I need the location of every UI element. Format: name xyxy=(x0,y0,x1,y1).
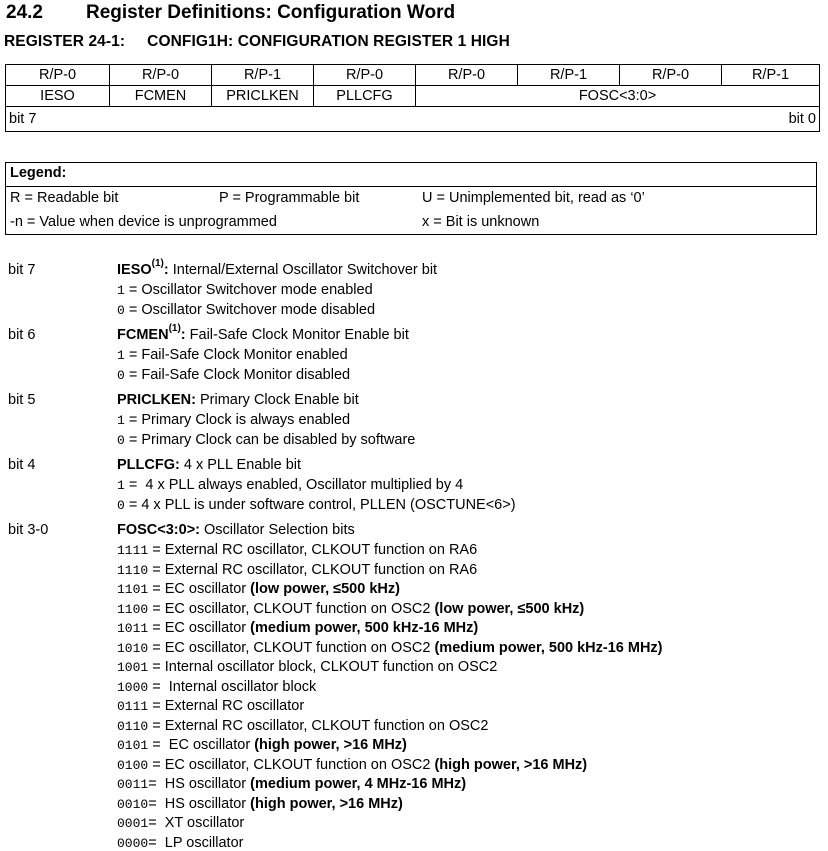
register-title: REGISTER 24-1: CONFIG1H: CONFIGURATION REGISTER 1 HIGH xyxy=(4,33,510,50)
option-code: 0011 xyxy=(117,777,149,792)
option-text: EC oscillator xyxy=(168,737,255,753)
bit-field-description xyxy=(117,323,409,343)
option-line xyxy=(117,796,403,812)
bit-field-description xyxy=(117,258,438,278)
bit-field-description xyxy=(117,457,301,473)
legend-box xyxy=(5,162,817,235)
section-number: 24.2 xyxy=(6,2,43,23)
option-code: 1100 xyxy=(117,601,149,617)
option-text: EC oscillator xyxy=(164,581,251,597)
option-separator: = xyxy=(124,477,146,493)
option-line xyxy=(117,835,243,851)
option-code: 0101 xyxy=(117,738,149,753)
option-text: EC oscillator, CLKOUT function on OSC2 xyxy=(164,639,435,656)
option-separator: = xyxy=(124,301,142,318)
option-separator: = xyxy=(148,698,165,714)
option-line xyxy=(117,562,477,578)
option-text: Oscillator Switchover mode disabled xyxy=(141,301,376,318)
option-code: 0010 xyxy=(117,796,149,812)
field-description: Primary Clock Enable bit xyxy=(195,392,359,408)
name-fosc: FOSC<3:0> xyxy=(416,86,820,107)
option-line xyxy=(117,581,400,597)
legend-readable: R = Readable bit xyxy=(10,190,119,206)
option-code: 0100 xyxy=(117,757,149,773)
register-bit-table xyxy=(5,64,820,132)
option-line xyxy=(117,640,663,656)
option-separator: = xyxy=(124,412,142,428)
option-separator: = xyxy=(124,496,142,513)
option-line xyxy=(117,757,587,773)
bit-high-label: bit 7 xyxy=(6,107,416,132)
option-line xyxy=(117,718,488,734)
field-name: FCMEN xyxy=(117,327,169,343)
option-code: 0 xyxy=(117,302,125,318)
option-line xyxy=(117,282,373,298)
option-separator: = xyxy=(148,737,169,753)
option-separator: = xyxy=(148,542,165,558)
bit-label: bit 3-0 xyxy=(8,522,49,538)
option-line xyxy=(117,659,497,675)
option-line xyxy=(117,679,316,695)
option-code: 0 xyxy=(117,497,125,513)
option-text: EC oscillator xyxy=(164,620,251,636)
option-separator: = xyxy=(148,795,165,812)
option-separator: = xyxy=(148,776,165,792)
option-separator: = xyxy=(148,581,165,597)
option-text: Primary Clock can be disabled by software xyxy=(141,431,416,448)
option-separator: = xyxy=(148,659,165,675)
option-text: External RC oscillator, CLKOUT function on OSC2 xyxy=(164,717,489,734)
option-code: 1001 xyxy=(117,660,149,675)
option-code: 1000 xyxy=(117,679,149,695)
option-code: 1010 xyxy=(117,640,149,656)
name-pllcfg: PLLCFG xyxy=(314,86,416,107)
option-power-spec: (medium power, 500 kHz-16 MHz) xyxy=(250,620,479,636)
option-line xyxy=(117,477,463,493)
option-power-spec: (high power, >16 MHz) xyxy=(250,795,403,812)
option-separator: = xyxy=(124,347,142,363)
option-separator: = xyxy=(124,282,142,298)
option-text: Internal oscillator block, CLKOUT function on OSC2 xyxy=(164,659,498,675)
name-fcmen: FCMEN xyxy=(110,86,212,107)
bit-label: bit 5 xyxy=(8,392,36,408)
option-separator: = xyxy=(124,366,142,383)
access-bit1: R/P-0 xyxy=(620,65,722,86)
option-text: 4 x PLL is under software control, PLLEN (OSCTUNE<6>) xyxy=(141,496,516,513)
access-bit0: R/P-1 xyxy=(722,65,820,86)
option-separator: = xyxy=(124,431,142,448)
option-text: Internal oscillator block xyxy=(168,678,317,695)
option-power-spec: (medium power, 4 MHz-16 MHz) xyxy=(250,776,467,792)
option-separator: = xyxy=(148,620,165,636)
field-name: PRICLKEN: xyxy=(117,392,196,408)
bit-label: bit 4 xyxy=(8,457,36,473)
option-text: HS oscillator xyxy=(164,776,251,792)
option-line xyxy=(117,412,350,428)
option-line xyxy=(117,432,415,448)
access-row xyxy=(6,65,820,86)
option-separator: = xyxy=(148,834,165,851)
field-name: PLLCFG: xyxy=(117,457,180,473)
field-name: IESO xyxy=(117,262,152,278)
option-code: 1 xyxy=(117,348,125,363)
option-line xyxy=(117,620,478,636)
option-line xyxy=(117,815,244,831)
footnote-ref: (1) xyxy=(151,258,164,269)
access-bit5: R/P-1 xyxy=(212,65,314,86)
option-line xyxy=(117,347,348,363)
section-title: Register Definitions: Configuration Word xyxy=(86,2,456,23)
option-code: 1101 xyxy=(117,582,149,597)
option-text: External RC oscillator xyxy=(164,698,305,714)
access-bit3: R/P-0 xyxy=(416,65,518,86)
option-text: Primary Clock is always enabled xyxy=(141,412,351,428)
legend-title: Legend: xyxy=(10,165,67,181)
option-separator: = xyxy=(148,678,169,695)
option-code: 1111 xyxy=(117,543,149,558)
bit-range-row xyxy=(6,107,820,132)
option-code: 1 xyxy=(117,283,125,298)
option-code: 0111 xyxy=(117,699,149,714)
option-line xyxy=(117,698,304,714)
field-description: : Fail-Safe Clock Monitor Enable bit xyxy=(180,327,409,343)
option-separator: = xyxy=(148,639,165,656)
option-text: LP oscillator xyxy=(164,834,244,851)
field-description: Oscillator Selection bits xyxy=(200,522,355,538)
option-power-spec: (low power, ≤500 kHz) xyxy=(250,581,400,597)
name-priclken: PRICLKEN xyxy=(212,86,314,107)
bit-field-description xyxy=(117,392,359,408)
option-separator: = xyxy=(148,815,165,831)
bit-label: bit 6 xyxy=(8,327,36,343)
option-text: XT oscillator xyxy=(164,815,245,831)
option-code: 0000 xyxy=(117,835,149,851)
bit-low-label: bit 0 xyxy=(416,107,820,132)
footnote-ref: (1) xyxy=(168,323,181,334)
option-text: HS oscillator xyxy=(164,795,251,812)
access-bit2: R/P-1 xyxy=(518,65,620,86)
option-text: Oscillator Switchover mode enabled xyxy=(141,282,373,298)
access-bit6: R/P-0 xyxy=(110,65,212,86)
access-bit7: R/P-0 xyxy=(6,65,110,86)
option-separator: = xyxy=(148,561,165,578)
field-description: : Internal/External Oscillator Switchover bit xyxy=(163,262,438,278)
option-code: 1 xyxy=(117,478,125,493)
option-line xyxy=(117,497,516,513)
option-text: 4 x PLL always enabled, Oscillator multiplied by 4 xyxy=(145,477,464,493)
option-separator: = xyxy=(148,600,165,617)
option-text: EC oscillator, CLKOUT function on OSC2 xyxy=(164,756,435,773)
option-code: 0 xyxy=(117,432,125,448)
option-code: 1110 xyxy=(117,562,149,578)
name-ieso: IESO xyxy=(6,86,110,107)
option-code: 1011 xyxy=(117,621,149,636)
option-line xyxy=(117,737,407,753)
option-text: EC oscillator, CLKOUT function on OSC2 xyxy=(164,600,435,617)
bit-label: bit 7 xyxy=(8,262,36,278)
access-bit4: R/P-0 xyxy=(314,65,416,86)
legend-unknown: x = Bit is unknown xyxy=(422,214,540,230)
option-line xyxy=(117,776,466,792)
option-text: External RC oscillator, CLKOUT function on RA6 xyxy=(164,561,478,578)
field-name: FOSC<3:0>: xyxy=(117,522,200,538)
option-power-spec: (low power, ≤500 kHz) xyxy=(434,600,585,617)
option-code: 0 xyxy=(117,367,125,383)
option-text: Fail-Safe Clock Monitor disabled xyxy=(141,366,351,383)
option-separator: = xyxy=(148,756,165,773)
bit-field-description xyxy=(117,522,355,538)
name-row xyxy=(6,86,820,107)
option-line xyxy=(117,601,584,617)
option-line xyxy=(117,367,350,383)
legend-unprogrammed: -n = Value when device is unprogrammed xyxy=(10,214,277,230)
option-separator: = xyxy=(148,717,165,734)
legend-divider xyxy=(6,186,816,187)
option-power-spec: (medium power, 500 kHz-16 MHz) xyxy=(434,639,663,656)
option-code: 0001 xyxy=(117,816,149,831)
legend-unimplemented: U = Unimplemented bit, read as ‘0’ xyxy=(422,190,645,206)
option-line xyxy=(117,302,375,318)
option-text: Fail-Safe Clock Monitor enabled xyxy=(141,347,348,363)
option-code: 1 xyxy=(117,413,125,428)
legend-programmable: P = Programmable bit xyxy=(219,190,360,206)
option-line xyxy=(117,542,477,558)
field-description: 4 x PLL Enable bit xyxy=(179,457,302,473)
option-power-spec: (high power, >16 MHz) xyxy=(434,756,588,773)
option-text: External RC oscillator, CLKOUT function on RA6 xyxy=(164,542,478,558)
option-code: 0110 xyxy=(117,718,149,734)
option-power-spec: (high power, >16 MHz) xyxy=(254,737,407,753)
